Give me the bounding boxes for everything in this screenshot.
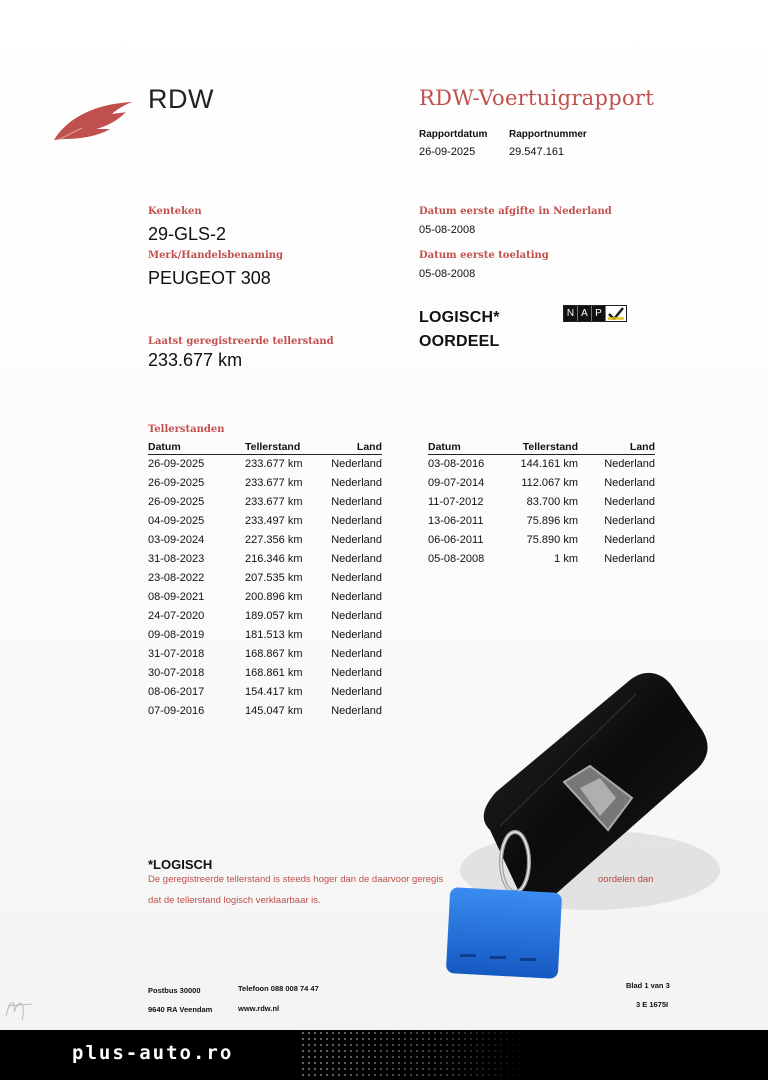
nap-check-icon: [606, 306, 626, 321]
footer-postbus: Postbus 30000: [148, 986, 201, 995]
reading-country: Nederland: [331, 553, 382, 565]
reading-km: 75.896 km: [526, 515, 578, 527]
reading-country: Nederland: [331, 477, 382, 489]
reading-date: 05-08-2008: [428, 553, 485, 565]
reading-date: 26-09-2025: [148, 477, 205, 489]
reading-country: Nederland: [331, 496, 382, 508]
first-registration-nl-label: Datum eerste afgifte in Nederland: [419, 206, 612, 217]
reading-date: 26-09-2025: [148, 496, 205, 508]
reading-date: 09-07-2014: [428, 477, 485, 489]
table-row: [148, 645, 382, 664]
reading-country: Nederland: [331, 572, 382, 584]
reading-country: Nederland: [604, 534, 655, 546]
reading-country: Nederland: [331, 591, 382, 603]
reading-country: Nederland: [331, 534, 382, 546]
readings-header-left: [148, 441, 382, 455]
reading-country: Nederland: [604, 477, 655, 489]
readings-header-right: [428, 441, 655, 455]
readings-table-left: [148, 441, 382, 721]
reading-date: 26-09-2025: [148, 458, 205, 471]
header-reading: Tellerstand: [245, 441, 325, 455]
reading-km: 233.677 km: [245, 477, 303, 489]
watermark-dot-pattern: [300, 1030, 530, 1080]
table-row: [148, 626, 382, 645]
table-row: [148, 550, 382, 569]
reading-km: 207.535 km: [245, 572, 303, 584]
table-row: [148, 493, 382, 512]
verdict-label: OORDEEL: [419, 333, 500, 350]
reading-country: Nederland: [331, 686, 382, 698]
reading-km: 168.861 km: [245, 667, 303, 679]
blue-key-tag-icon: [446, 887, 562, 979]
table-row: [428, 550, 655, 569]
footer-page: Blad 1 van 3: [626, 981, 670, 990]
first-admission-label: Datum eerste toelating: [419, 250, 549, 261]
reading-country: Nederland: [331, 667, 382, 679]
reading-km: 189.057 km: [245, 610, 303, 622]
reading-country: Nederland: [604, 553, 655, 565]
table-row: [148, 512, 382, 531]
table-row: [428, 512, 655, 531]
reading-km: 227.356 km: [245, 534, 303, 546]
reading-date: 11-07-2012: [428, 496, 484, 508]
reading-country: Nederland: [331, 458, 382, 471]
reading-country: Nederland: [604, 458, 655, 471]
footer-phone: Telefoon 088 008 74 47: [238, 984, 319, 993]
reading-km: 145.047 km: [245, 705, 303, 717]
reading-date: 31-07-2018: [148, 648, 205, 660]
reading-country: Nederland: [331, 648, 382, 660]
reading-km: 144.161 km: [520, 458, 578, 471]
footer-web: www.rdw.nl: [238, 1004, 280, 1013]
brand-name: RDW: [148, 84, 214, 114]
table-row: [428, 474, 655, 493]
table-row: [148, 531, 382, 550]
reading-km: 216.346 km: [245, 553, 303, 565]
readings-table-right: [428, 441, 655, 569]
header-country: Land: [325, 441, 382, 455]
reading-date: 24-07-2020: [148, 610, 205, 622]
nap-letter-p: P: [592, 306, 606, 321]
reading-date: 03-08-2016: [428, 458, 485, 471]
make-label: Merk/Handelsbenaming: [148, 250, 284, 261]
reading-date: 04-09-2025: [148, 515, 205, 527]
table-row: [148, 455, 382, 474]
table-row: [148, 474, 382, 493]
nap-letter-n: N: [564, 306, 578, 321]
note-line-2: dat de tellerstand logisch verklaarbaar is.: [148, 895, 321, 906]
nap-badge: [563, 305, 627, 322]
reading-country: Nederland: [331, 705, 382, 717]
reading-km: 233.677 km: [245, 496, 303, 508]
note-line-1a: De geregistreerde tellerstand is steeds hoger dan de daarvoor geregis: [148, 874, 444, 885]
reading-km: 233.497 km: [245, 515, 303, 527]
report-number-value: 29.547.161: [509, 146, 565, 158]
header-country: Land: [578, 441, 655, 455]
header-date: Datum: [428, 441, 510, 455]
table-row: [428, 455, 655, 474]
odometer-label: Laatst geregistreerde tellerstand: [148, 336, 334, 347]
table-row: [148, 683, 382, 702]
reading-date: 06-06-2011: [428, 534, 484, 546]
reading-km: 200.896 km: [245, 591, 303, 603]
reading-km: 181.513 km: [245, 629, 303, 641]
plate-label: Kenteken: [148, 206, 202, 217]
table-row: [428, 493, 655, 512]
table-row: [428, 531, 655, 550]
reading-country: Nederland: [331, 629, 382, 641]
reading-country: Nederland: [604, 515, 655, 527]
watermark-site: plus-auto.ro: [72, 1042, 234, 1064]
first-admission-value: 05-08-2008: [419, 268, 476, 280]
reading-date: 08-06-2017: [148, 686, 205, 698]
reading-km: 154.417 km: [245, 686, 303, 698]
reading-date: 31-08-2023: [148, 553, 205, 565]
footer-address: 9640 RA Veendam: [148, 1005, 213, 1014]
footer-code: 3 E 1675I: [636, 1000, 669, 1009]
table-row: [148, 702, 382, 721]
rdw-feather-logo-icon: [52, 98, 136, 144]
reading-date: 03-09-2024: [148, 534, 205, 546]
make-value: PEUGEOT 308: [148, 268, 271, 288]
car-key-photo: [440, 670, 720, 990]
reading-km: 168.867 km: [245, 648, 303, 660]
note-title: *LOGISCH: [148, 857, 213, 872]
signature-scribble-icon: [2, 986, 36, 1026]
watermark-bar: [0, 1030, 768, 1080]
first-registration-nl-value: 05-08-2008: [419, 224, 476, 236]
header-date: Datum: [148, 441, 245, 455]
reading-km: 1 km: [554, 553, 578, 565]
table-row: [148, 607, 382, 626]
odometer-value: 233.677 km: [148, 350, 243, 370]
reading-date: 23-08-2022: [148, 572, 205, 584]
table-row: [148, 664, 382, 683]
report-title: RDW-Voertuigrapport: [419, 86, 655, 110]
reading-country: Nederland: [331, 515, 382, 527]
header-reading: Tellerstand: [510, 441, 578, 455]
nap-letter-a: A: [578, 306, 592, 321]
report-date-value: 26-09-2025: [419, 146, 476, 158]
note-line-1b: oordelen dan: [598, 874, 654, 885]
report-number-label: Rapportnummer: [509, 129, 587, 140]
table-row: [148, 569, 382, 588]
reading-date: 07-09-2016: [148, 705, 205, 717]
plate-value: 29-GLS-2: [148, 224, 227, 244]
reading-date: 13-06-2011: [428, 515, 484, 527]
reading-country: Nederland: [331, 610, 382, 622]
reading-date: 30-07-2018: [148, 667, 205, 679]
table-row: [148, 588, 382, 607]
reading-km: 112.067 km: [521, 477, 578, 489]
reading-date: 08-09-2021: [148, 591, 205, 603]
reading-km: 75.890 km: [526, 534, 578, 546]
reading-country: Nederland: [604, 496, 655, 508]
reading-km: 83.700 km: [526, 496, 578, 508]
verdict-value: LOGISCH*: [419, 309, 500, 326]
reading-km: 233.677 km: [245, 458, 303, 471]
readings-title: Tellerstanden: [148, 424, 225, 435]
reading-date: 09-08-2019: [148, 629, 205, 641]
report-date-label: Rapportdatum: [419, 129, 488, 140]
